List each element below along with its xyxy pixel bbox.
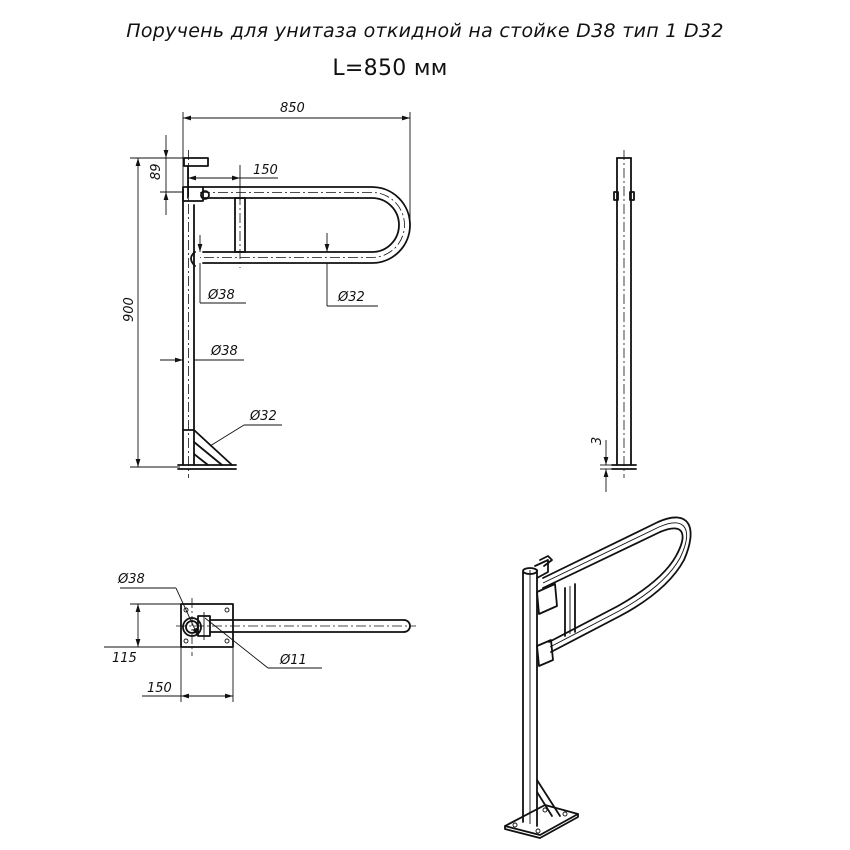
- dimension-height: [122, 158, 184, 467]
- front-view: [178, 150, 410, 478]
- dimension-top-gap: [149, 135, 184, 215]
- dim-side-gap-label: 3: [590, 436, 605, 445]
- dim-length-label: 850: [280, 101, 305, 116]
- dim-top-gap-label: 89: [149, 163, 164, 180]
- side-view: [590, 150, 636, 492]
- top-view: [104, 572, 416, 702]
- dim-offset-label: 150: [253, 163, 278, 178]
- dim-plate-height-label: 115: [112, 651, 137, 666]
- dim-plate-width-label: 150: [147, 681, 172, 696]
- dim-d32-brace-label: Ø32: [250, 409, 277, 424]
- leader-brace-diameter: [210, 409, 282, 446]
- dim-d11-label: Ø11: [280, 653, 307, 668]
- dim-d38-rail-label: Ø38: [208, 288, 235, 303]
- dim-d38-top-label: Ø38: [118, 572, 145, 587]
- drawing-subtitle: L=850 мм: [332, 56, 448, 81]
- isometric-view: [505, 517, 691, 838]
- dimension-length: [183, 101, 410, 225]
- dim-d38-post-label: Ø38: [211, 344, 238, 359]
- leader-post-diameter: [160, 344, 244, 360]
- leader-rail-diameters: [200, 233, 378, 306]
- dim-d32-rail-label: Ø32: [338, 290, 365, 305]
- dim-height-label: 900: [122, 297, 137, 322]
- drawing-title: Поручень для унитаза откидной на стойке D38 тип 1 D32: [126, 20, 724, 42]
